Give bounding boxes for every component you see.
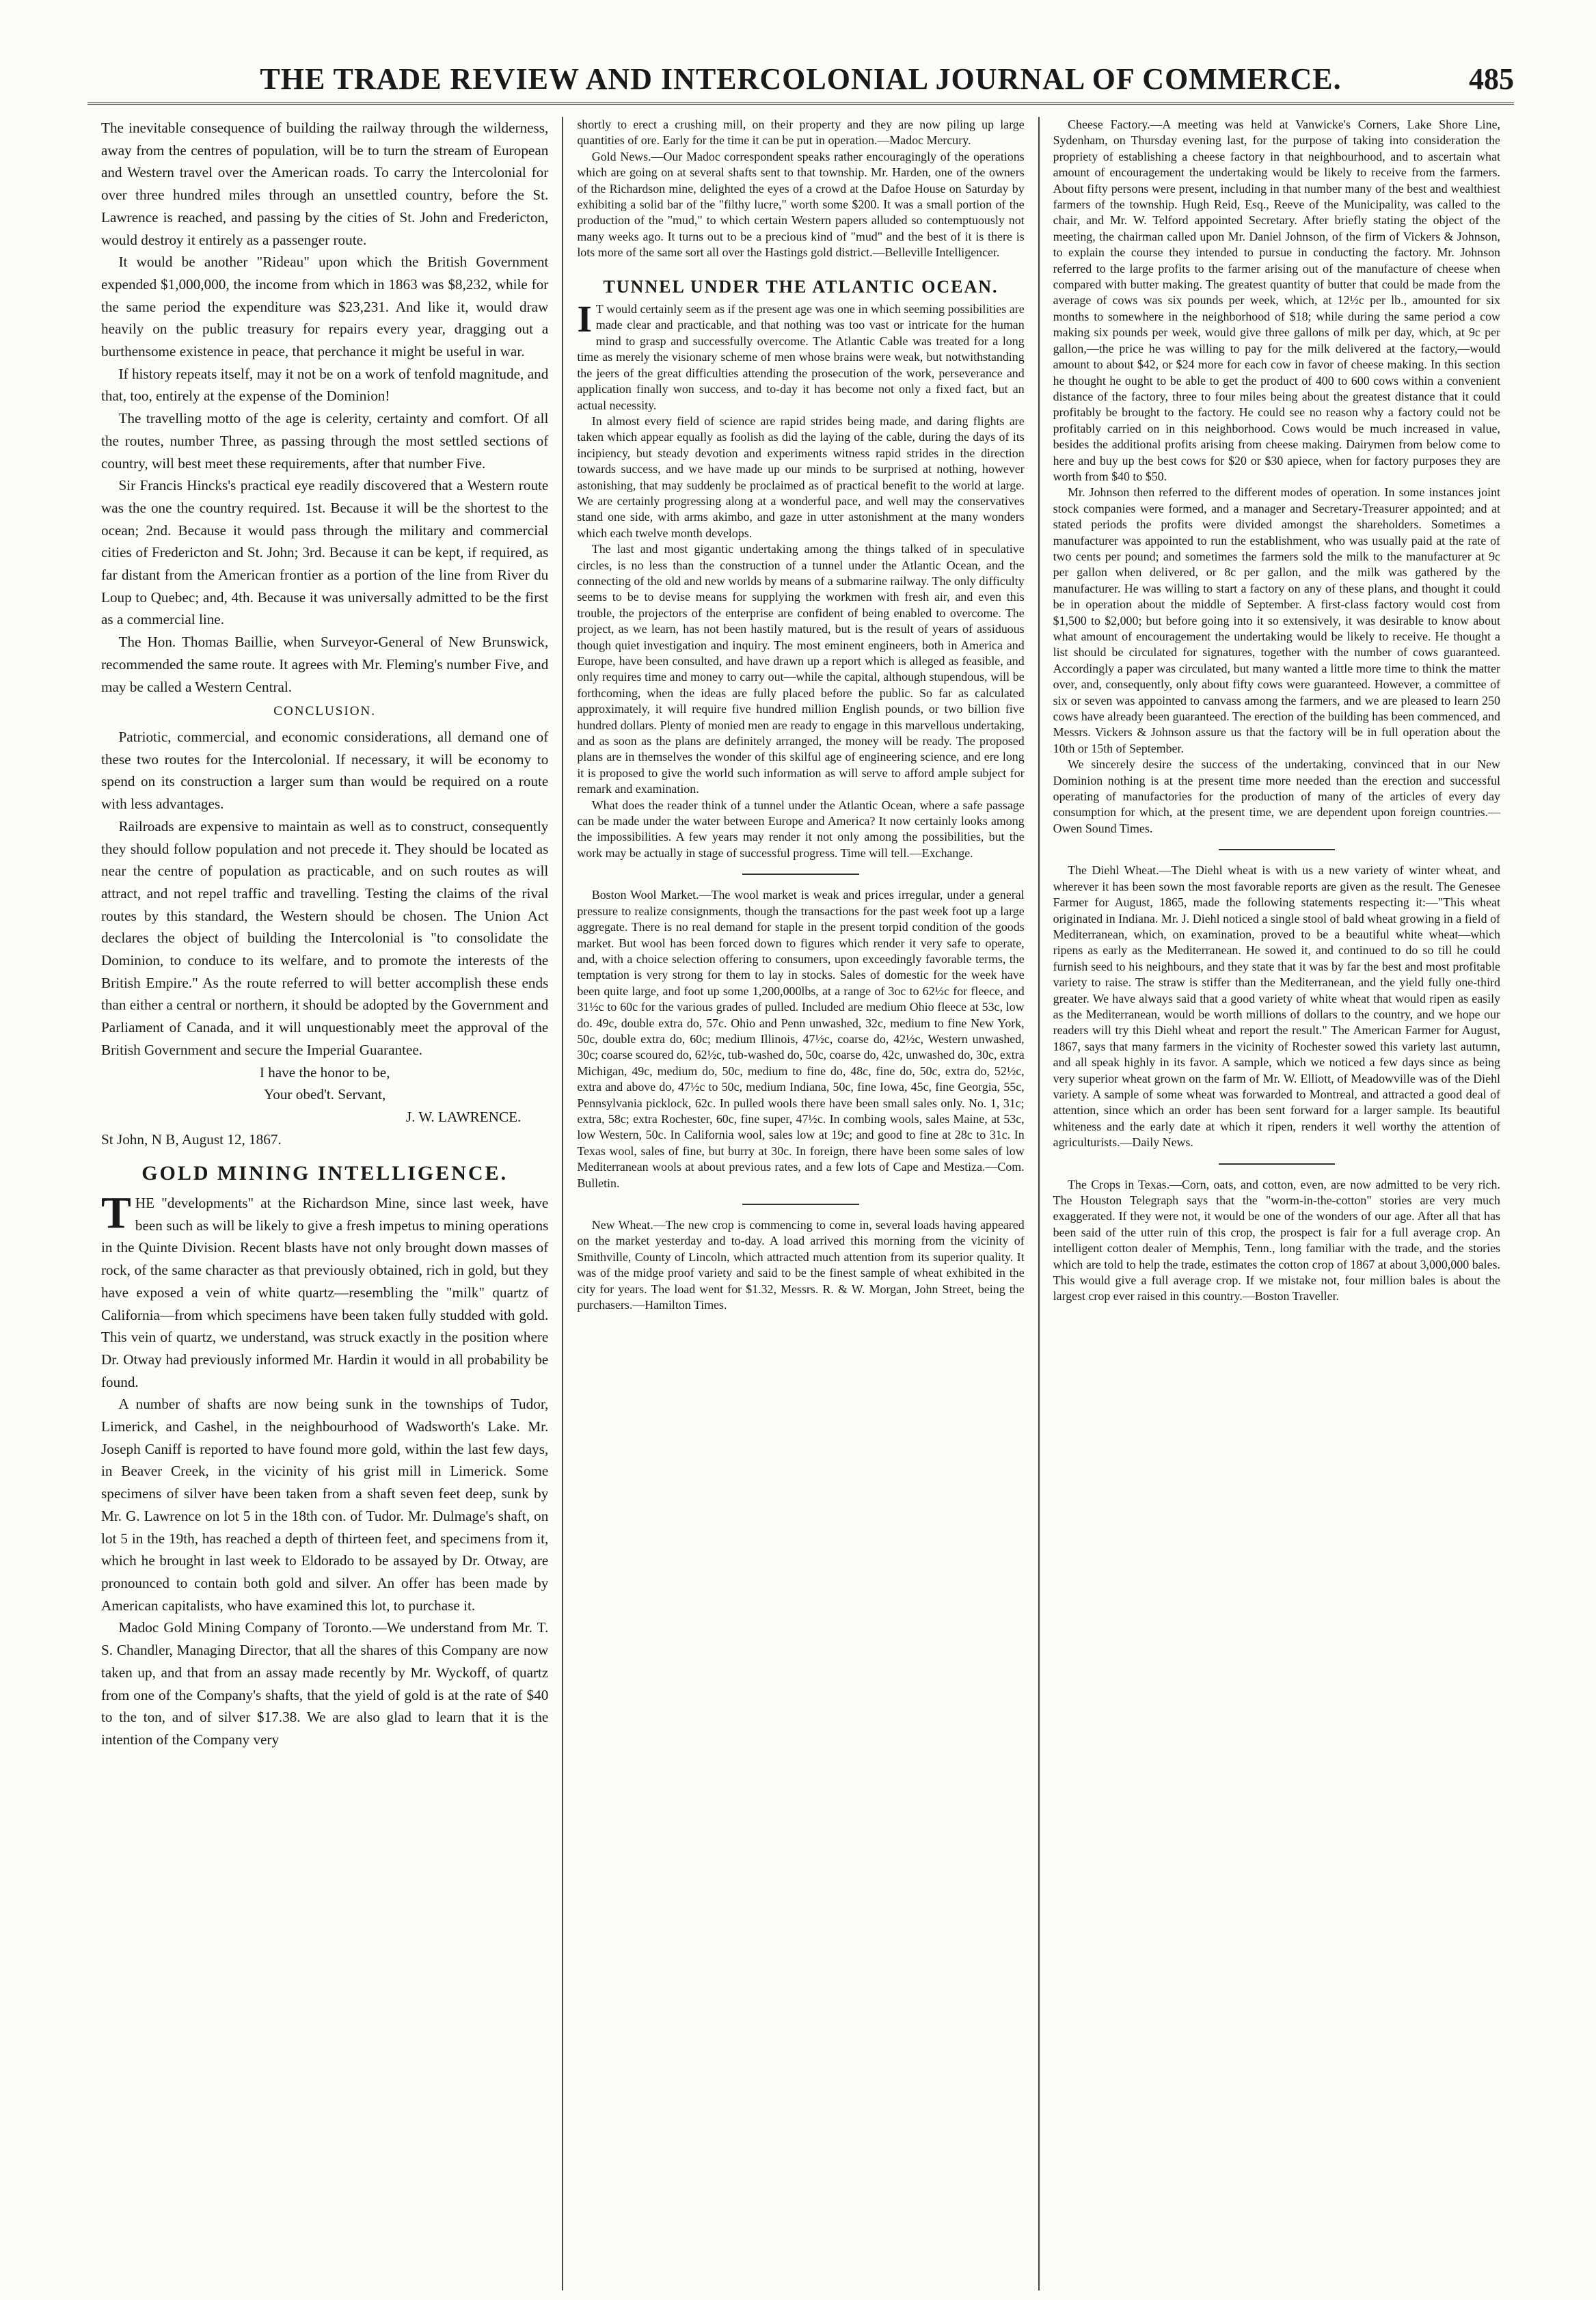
column-right xyxy=(1038,117,1514,2290)
paragraph: We sincerely desire the success of the undertaking, convinced that in our New Dominion nothing is at the present time more needed than the erection and successful operating of manufactories for the production of many of the articles of every day consumption for which, at the present time, we are dependent upon foreign countries.—Owen Sound Times. xyxy=(1053,757,1500,835)
column-middle xyxy=(562,117,1038,2290)
lead-text: T would certainly seem as if the present age was one in which seeming possibilities are made clear and practicable, and that nothing was too vast or intricate for the human mind to grasp and successfully overcome. The Atlantic Cable was treated for a long time as merely the visionary scheme of men whose brains were weak, but notwithstanding the jeers of the great difficulties attending the prosecution of the work, perseverance and application finally won success, and to-day it has become not only a fixed fact, but an actual necessity. xyxy=(577,302,1025,412)
page-header xyxy=(87,48,1514,105)
paragraph: The Crops in Texas.—Corn, oats, and cotton, even, are now admitted to be very rich. The Houston Telegraph says that the "worm-in-the-cotton" stories are very much exaggerated. If they were not, it would be one of the wonders of our age. After all that has been said of the utter ruin of this crop, the prospect is fair for a full average crop. An intelligent cotton dealer of Memphis, Tenn., long familiar with the trade, and the stories which are told to help the trade, estimates the cotton crop of 1867 at about 3,000,000 bales. This would give a full average crop. If we mistake not, four million bales is about the largest crop ever raised in this country.—Boston Traveller. xyxy=(1053,1177,1500,1303)
paragraph: It would be another "Rideau" upon which the British Government expended $1,000,000, the income from which in 1863 was $8,232, while for the same period the expenditure was $23,231. And like it, would draw heavily on the public treasury for repairs every year, dragging out a burthensome existence in peace, that perchance it might be useful in war. xyxy=(101,254,549,360)
section-heading: GOLD MINING INTELLIGENCE. xyxy=(141,1162,509,1185)
paragraph: What does the reader think of a tunnel under the Atlantic Ocean, where a safe passage can be made under the water between Europe and America? It now certainly looks among the impossibilities. A few years may render it not only among the possibilities, but the work may be actually in stage of successful progress. Time will tell.—Exchange. xyxy=(577,798,1025,860)
paragraph: The inevitable consequence of building the railway through the wilderness, away from the centres of population, will be to turn the stream of European and Western travel over the American roads. To carry the Intercolonial for over three hundred miles through an unsettled country, before the St. Lawrence is reached, and passing by the cities of St. John and Fredericton, would destroy it entirely as a passenger route. xyxy=(101,120,549,248)
paragraph: The last and most gigantic undertaking among the things talked of in speculative circles, is no less than the construction of a tunnel under the Atlantic Ocean, and the connecting of the old and new worlds by means of a submarine railway. The only difficulty seems to be to devise means for supplying the workmen with fresh air, and even this trouble, the projectors of the enterprise are confident of being enabled to overcome. The project, as we learn, has not been hastily matured, but is the result of years of assiduous though quiet investigation and inquiry. The most eminent engineers, both in America and Europe, have been consulted, and have drawn up a report which is alleged as feasible, and only requires time and money to carry out—while the capital, although stupendous, will be forthcoming, when the ideas are fully placed before the public. So far as calculated approximately, it will require five hundred million English pounds, or two billion five hundred dollars. Plenty of monied men are ready to engage in this marvellous undertaking, and as soon as the plans are definitely arranged, the money will be ready. The proposed plans are in themselves the wonder of this skilful age of engineering science, and ere long it is proposed to give the world such information as will serve to afford ample subject for remark and examination. xyxy=(577,542,1025,796)
paragraph: Gold News.—Our Madoc correspondent speaks rather encouragingly of the operations which are going on at several shafts sent to that township. Mr. Harden, one of the owners of the Richardson mine, delighted the eyes of a crowd at the Dafoe House on Saturday by exhibiting a solid bar of the "filthy lucre," worth some $200. It was a small portion of the production of the "mud," to which certain Western papers alluded so contemptuously not many weeks ago. It turns out to be a precious kind of "mud" and the best of it is there is lots more of the same sort all over the Hastings gold district.—Belleville Intelligencer. xyxy=(577,149,1025,260)
paragraph: Railroads are expensive to maintain as well as to construct, consequently they should follow population and not precede it. They should be located as near the centre of population as practicable, and on such routes as will attract, and not repel traffic and travelling. Testing the claims of the rival routes by this standard, the Western should be chosen. The Union Act declares the object of building the Intercolonial is "to consolidate the Dominion, to conduce to its welfare, and to promote the interests of the British Empire." As the route referred to will better accomplish these ends than either a central or northern, it should be adopted by the Government and Parliament of Canada, and it will unquestionably meet the approval of the British Government and secure the Imperial Guarantee. xyxy=(101,817,549,1058)
paragraph: shortly to erect a crushing mill, on their property and they are now piling up large quantities of ore. Early for the time it can be put in operation.—Madoc Mercury. xyxy=(577,118,1025,148)
running-title: THE TRADE REVIEW AND INTERCOLONIAL JOURNAL OF COMMERCE. xyxy=(260,62,1342,96)
divider xyxy=(742,874,858,875)
paragraph: Cheese Factory.—A meeting was held at Vanwicke's Corners, Lake Shore Line, Sydenham, on Thursday evening last, for the purpose of taking into consideration the propriety of establishing a cheese factory in that neighbourhood, and to ascertain what amount of encouragement the undertaking would be likely to receive from the farmers. About fifty persons were present, including in that number many of the best and wealthiest farmers of the township. Hugh Reid, Esq., Reeve of the Municipality, was called to the chair, and Mr. W. Telford appointed Secretary. After briefly stating the object of the meeting, the chairman called upon Mr. Daniel Johnson, of the firm of Vickers & Johnson, to explain the course they intended to pursue in conducting the factory. Mr. Johnson referred to the large profits to the farmer arising out of the manufacture of cheese when compared with butter making. The greatest quantity of butter that could be made from the average of cows was six pounds per week, which, at 12½c per lb., amounted for six months to somewhere in the neighborhood of $18; while during the same period a cow making six pounds per week, would give three gallons of milk per day, which, at 9c per gallon,—the price he was willing to pay for the milk delivered at the factory,—would amount to about $42, or $24 more for each cow in favor of cheese making. In this section he thought he ought to be able to get the product of 400 to 600 cows within a convenient distance of the factory, three to four miles being about the greatest distance that it could profitably be brought to the factory. He could see no reason why a factory could not be profitably carried on in this neighborhood. Cows would be much increased in value, besides the additional profits arising from cheese making. Dairymen from below come to here and buy up the best cows for $20 or $30 apiece, when for factory purposes they are worth from $40 to $50. xyxy=(1053,118,1500,483)
drop-cap: T xyxy=(101,1188,131,1239)
paragraph: The Diehl Wheat.—The Diehl wheat is with us a new variety of winter wheat, and wherever it has been sown the most favorable reports are given as the result. The Genesee Farmer for August, 1865, made the following statements respecting it:—"This wheat originated in Indiana. Mr. J. Diehl noticed a single stool of bald wheat growing in a field of Mediterranean, which, on examination, proved to be a beautiful white wheat—which ripens as early as the Mediterranean. He sowed it, and continued to do so till he could furnish seed to his neighbours, and they state that it was by far the best and most profitable variety to raise. The straw is stiffer than the Mediterranean, and the yield fully one-third greater. We have always said that a good variety of white wheat that would ripen as easily as the Mediterranean, would be worth millions of dollars to the country, and we hope our readers will try this Diehl wheat and report the result." The American Farmer for August, 1867, says that many farmers in the vicinity of Rochester sowed this variety last autumn, and all speak highly in its favor. A sample, which we noticed a few days since as being very superior wheat grown on the farm of Mr. W. Elliott, of Meadowville was of the Diehl variety. A sample of some wheat was forwarded to Montreal, and attracted a good deal of attention, since which an order has been sent forward for a larger sample. Its beautiful whiteness and the early date at which it ripen, renders it well worthy the attention of agriculturists.—Daily News. xyxy=(1053,863,1500,1150)
sign-off-line: I have the honor to be, xyxy=(259,1064,390,1081)
drop-cap: I xyxy=(577,299,592,341)
column-left xyxy=(87,117,562,2290)
lead-text: HE "developments" at the Richardson Mine, since last week, have been such as will be likely to give a fresh impetus to mining operations in the Quinte Division. Recent blasts have not only brought down masses of rock, of the same character as that previously obtained, rich in gold, but they have exposed a vein of white quartz—resembling the "milk" quartz of California—from which specimens have been taken fully studded with gold. This vein of quartz, we understand, was struck exactly in the position where Dr. Otway had previously informed Mr. Hardin it would in all probability be found. xyxy=(101,1195,549,1390)
article-columns xyxy=(87,117,1514,2290)
paragraph: If history repeats itself, may it not be on a work of tenfold magnitude, and that, too, entirely at the expense of the Dominion! xyxy=(101,365,549,405)
paragraph: The travelling motto of the age is celerity, certainty and comfort. Of all the routes, number Three, as passing through the most settled sections of country, will best meet these requirements, after that number Five. xyxy=(101,410,549,472)
section-heading: TUNNEL UNDER THE ATLANTIC OCEAN. xyxy=(603,276,999,297)
sign-off-line: Your obed't. Servant, xyxy=(264,1086,386,1103)
paragraph: The Hon. Thomas Baillie, when Surveyor-General of New Brunswick, recommended the same route. It agrees with Mr. Fleming's number Five, and may be called a Western Central. xyxy=(101,634,549,695)
divider xyxy=(1219,849,1335,850)
paragraph: In almost every field of science are rapid strides being made, and daring flights are taken which appear equally as foolish as did the laying of the cable, during the days of its incipiency, but steady devotion and experiments witness rapid strides in the direction towards success, and we have made up our minds to be surprised at nothing, however astonishing, that may suddenly be proclaimed as of practical benefit to the world at large. We are certainly progressing along at a wonderful pace, and well may the conservatives stand one side, with arms akimbo, and gaze in utter astonishment at the many wonders which each twelve month develops. xyxy=(577,414,1025,540)
divider xyxy=(742,1204,858,1205)
paragraph: Sir Francis Hincks's practical eye readily discovered that a Western route was the one the country required. 1st. Because it will be the shortest to the ocean; 2nd. Because it would pass through the military and commercial cities of Fredericton and St. John; 3rd. Because it can be kept, if required, as far distant from the American frontier as a portion of the line from River du Loup to Quebec; and, 4th. Because it was universally admitted to be the first as a commercial line. xyxy=(101,477,549,628)
gold-article xyxy=(101,1188,549,1751)
dateline: St John, N B, August 12, 1867. xyxy=(101,1131,282,1148)
page-number: 485 xyxy=(1469,62,1514,96)
paragraph: A number of shafts are now being sunk in the townships of Tudor, Limerick, and Cashel, in the neighbourhood of Wadsworth's Lake. Mr. Joseph Caniff is reported to have found more gold, within the last few days, in Beaver Creek, in the vicinity of his grist mill in Limerick. Some specimens of silver have been taken from a shaft seven feet deep, sunk by Mr. G. Lawrence on lot 5 in the 18th con. of Tudor. Mr. Dulmage's shaft, on lot 5 in the 19th, has reached a depth of thirteen feet, and specimens from it, which he brought in last week to Eldorado to be assayed by Dr. Otway, are pronounced to contain both gold and silver. An offer has been made by American capitalists, who have examined this lot, to purchase it. xyxy=(101,1396,549,1614)
signature: J. W. LAWRENCE. xyxy=(405,1108,522,1125)
divider xyxy=(1219,1163,1335,1165)
paragraph: Madoc Gold Mining Company of Toronto.—We understand from Mr. T. S. Chandler, Managing Director, that all the shares of this Company are now taken up, and that from an assay made recently by Mr. Wyckoff, of quartz from one of the Company's shafts, that the yield of gold is at the rate of $40 to the ton, and of silver $17.38. We are also glad to learn that it is the intention of the Company very xyxy=(101,1619,549,1748)
conclusion-heading: CONCLUSION. xyxy=(273,704,377,719)
paragraph: Patriotic, commercial, and economic considerations, all demand one of these two routes for the Intercolonial. If necessary, it will be economy to spend on its construction a larger sum than would be required on a route with less advantages. xyxy=(101,728,549,813)
paragraph: Boston Wool Market.—The wool market is weak and prices irregular, under a general pressure to realize consignments, though the transactions for the past week foot up a large aggregate. There is no real demand for staple in the present torpid condition of the goods market. But wool has been forced down to figures which render it very safe to operate, and, with a choice selection offering to consumers, upon exceedingly favorable terms, the temptation is very strong for them to lay in stocks. Sales of domestic for the week have been quite large, and foot up some 1,200,000lbs, at a range of 3oc to 62½c for fleece, and 31½c to 60c for the various grades of pulled. Included are medium Ohio fleece at 53c, low do. 49c, double extra do, 57c. Ohio and Penn unwashed, 32c, medium to fine New York, 50c, double extra do, 60c; medium Illinois, 47½c, coarse do, 42½c, Western unwashed, 30c; coarse scoured do, 62½c, tub-washed do, 50c, coarse do, 42c, unwashed do, 30c, extra Michigan, 49c, medium do, 50c, medium to fine do, 48c, fine do, 50c, extra do, 52½c, extra and above do, 47½c to 50c, medium Indiana, 50c, fine Iowa, 45c, fine Georgia, 55c, Pennsylvania picklock, 62c. In pulled wools there have been small sales only. No. 1, 31c; extra, 58c; extra Rochester, 60c, fine super, 47½c. In combing wools, sales Maine, at 53c, low Western, 50c. In California wool, sales low at 19c; and good to fine at 28c to 31c. In Texas wool, sales of fine, but burry at 30c. In foreign, there have been some sales of low Mediterranean wools at about previous rates, and a few lots of Cape and Mestiza.—Com. Bulletin. xyxy=(577,888,1025,1190)
paragraph: Mr. Johnson then referred to the different modes of operation. In some instances joint stock companies were formed, and a manager and Secretary-Treasurer appointed; and at stated periods the profits were divided amongst the shareholders. Sometimes a manufacturer was appointed to run the establishment, who was usually paid at the rate of two cents per pound; and sometimes the farmers sold the milk to the manufacturer at 9c per gallon when delivered, or 8c per gallon, and the milk was gathered by the manufacturer. He was willing to start a factory on any of these plans, and thought it could be in operation about the middle of September. A first-class factory would cost from $1,500 to $2,000; but before going into it so extensively, it was desirable to know about what amount of encouragement the undertaking would be likely to receive. He thought a list should be circulated for signatures, together with the number of cows guaranteed. Accordingly a paper was circulated, but many wanted a little more time to think the matter over, and, consequently, only about fifty cows were guaranteed. However, a committee of six or seven was appointed to canvass among the farmers, and we are pleased to learn 250 cows have already been guaranteed. The erection of the building has been commenced, and Messrs. Vickers & Johnson assure us that the factory will be in full operation about the 10th or 15th of September. xyxy=(1053,485,1500,755)
paragraph: New Wheat.—The new crop is commencing to come in, several loads having appeared on the market yesterday and to-day. A load arrived this morning from the vicinity of Smithville, County of Lincoln, which attracted much attention from its superior quality. It was of the midge proof variety and said to be the finest sample of wheat exhibited in the city for years. The load went for $1.32, Messrs. R. & W. Morgan, John Street, being the purchasers.—Hamilton Times. xyxy=(577,1218,1025,1312)
